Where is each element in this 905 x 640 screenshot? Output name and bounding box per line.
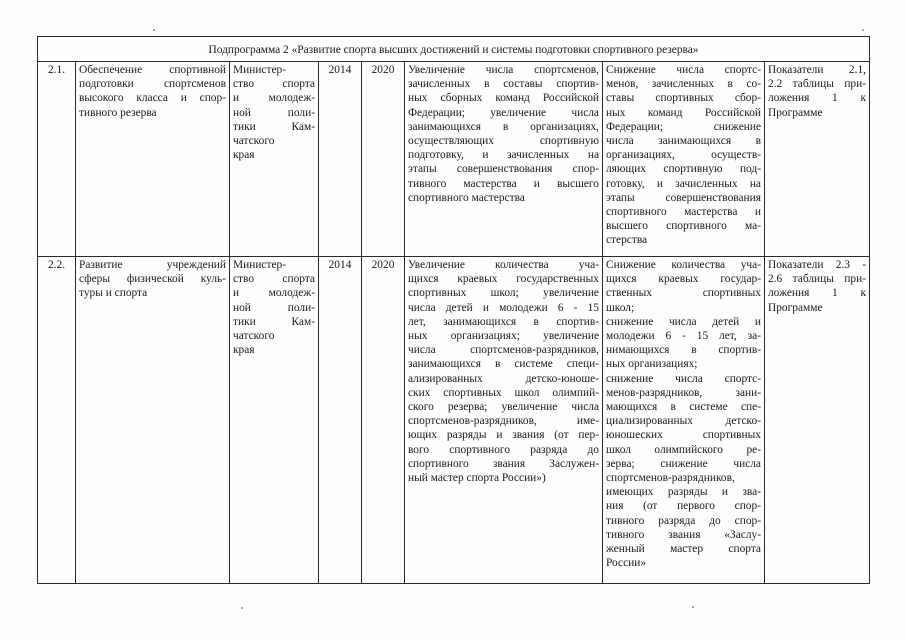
start-year: 2014 [319,62,362,257]
subprogram-header-row [38,37,870,62]
table-row [38,62,870,257]
start-year: 2014 [319,257,362,584]
indicators-cell: Показатели 2.3 - 2.6 таблицы при- ложения 1 к Программе [765,257,870,584]
row-number: 2.2. [38,257,76,584]
scan-speck [862,29,864,31]
executor-cell: Министер- ство спорта и молодеж- ной поли- тики Кам- чатского края [230,62,319,257]
scan-speck [241,607,243,609]
table-row [38,257,870,584]
row-number: 2.1. [38,62,76,257]
scan-speck [692,606,694,608]
subprogram-title: Подпрограмма 2 «Развитие спорта высших достижений и системы подготовки спортивного резерва» [38,37,870,62]
subprogram-table [37,36,870,584]
indicators-cell: Показатели 2.1, 2.2 таблицы при- ложения 1 к Программе [765,62,870,257]
consequences-cell: Снижение количества уча- щихся краевых государ- ственных спортивных школ; снижение числа детей и молодежи 6 - 15 лет, за- нимающихся в спортив- ных организациях; снижение числа спортс- менов-разрядников, зани- мающихся в системе спе- циализированных детско- юношеских спортивных школ олимпийского ре- зерва; снижение числа спортсменов-разрядников, имеющих разряды и зва- ния (от первого спор- тивного разряда до спор- тивного звания «Заслу- женный мастер спорта России» [603,257,765,584]
expected-result-cell: Увеличение количества уча- щихся краевых государственных спортивных школ; увеличение числа детей и молодежи 6 - 15 лет, занимающихся в спортив- ных организациях; увеличение числа спортсменов-разрядников, занимающихся в системе специ- ализированных детско-юноше- ских спортивных школ олимпий- ского резерва; увеличение числа спортсменов-разрядников, име- ющих разряды и звания (от пер- вого спортивного разряда до спортивного звания Заслужен- ный мастер спорта России») [405,257,603,584]
measure-cell: Развитие учреждений сферы физической куль- туры и спорта [76,257,230,584]
expected-result-cell: Увеличение числа спортсменов, зачисленных в составы спортив- ных сборных команд Российской Федерации; увеличение числа занимающихся в организациях, осуществляющих спортивную подготовку, и зачисленных на этапы совершенствования спор- тивного мастерства и высшего спортивного мастерства [405,62,603,257]
end-year: 2020 [362,62,405,257]
end-year: 2020 [362,257,405,584]
executor-cell: Министер- ство спорта и молодеж- ной поли- тики Кам- чатского края [230,257,319,584]
measure-cell: Обеспечение спортивной подготовки спортсменов высокого класса и спор- тивного резерва [76,62,230,257]
consequences-cell: Снижение числа спортс- менов, зачисленных в со- ставы спортивных сбор- ных команд Российской Федерации; снижение числа занимающихся в организациях, осуществ- ляющих спортивную под- готовку, и зачисленных на этапы совершенствования спортивного мастерства и высшего спортивного ма- стерства [603,62,765,257]
scan-speck [153,29,155,31]
